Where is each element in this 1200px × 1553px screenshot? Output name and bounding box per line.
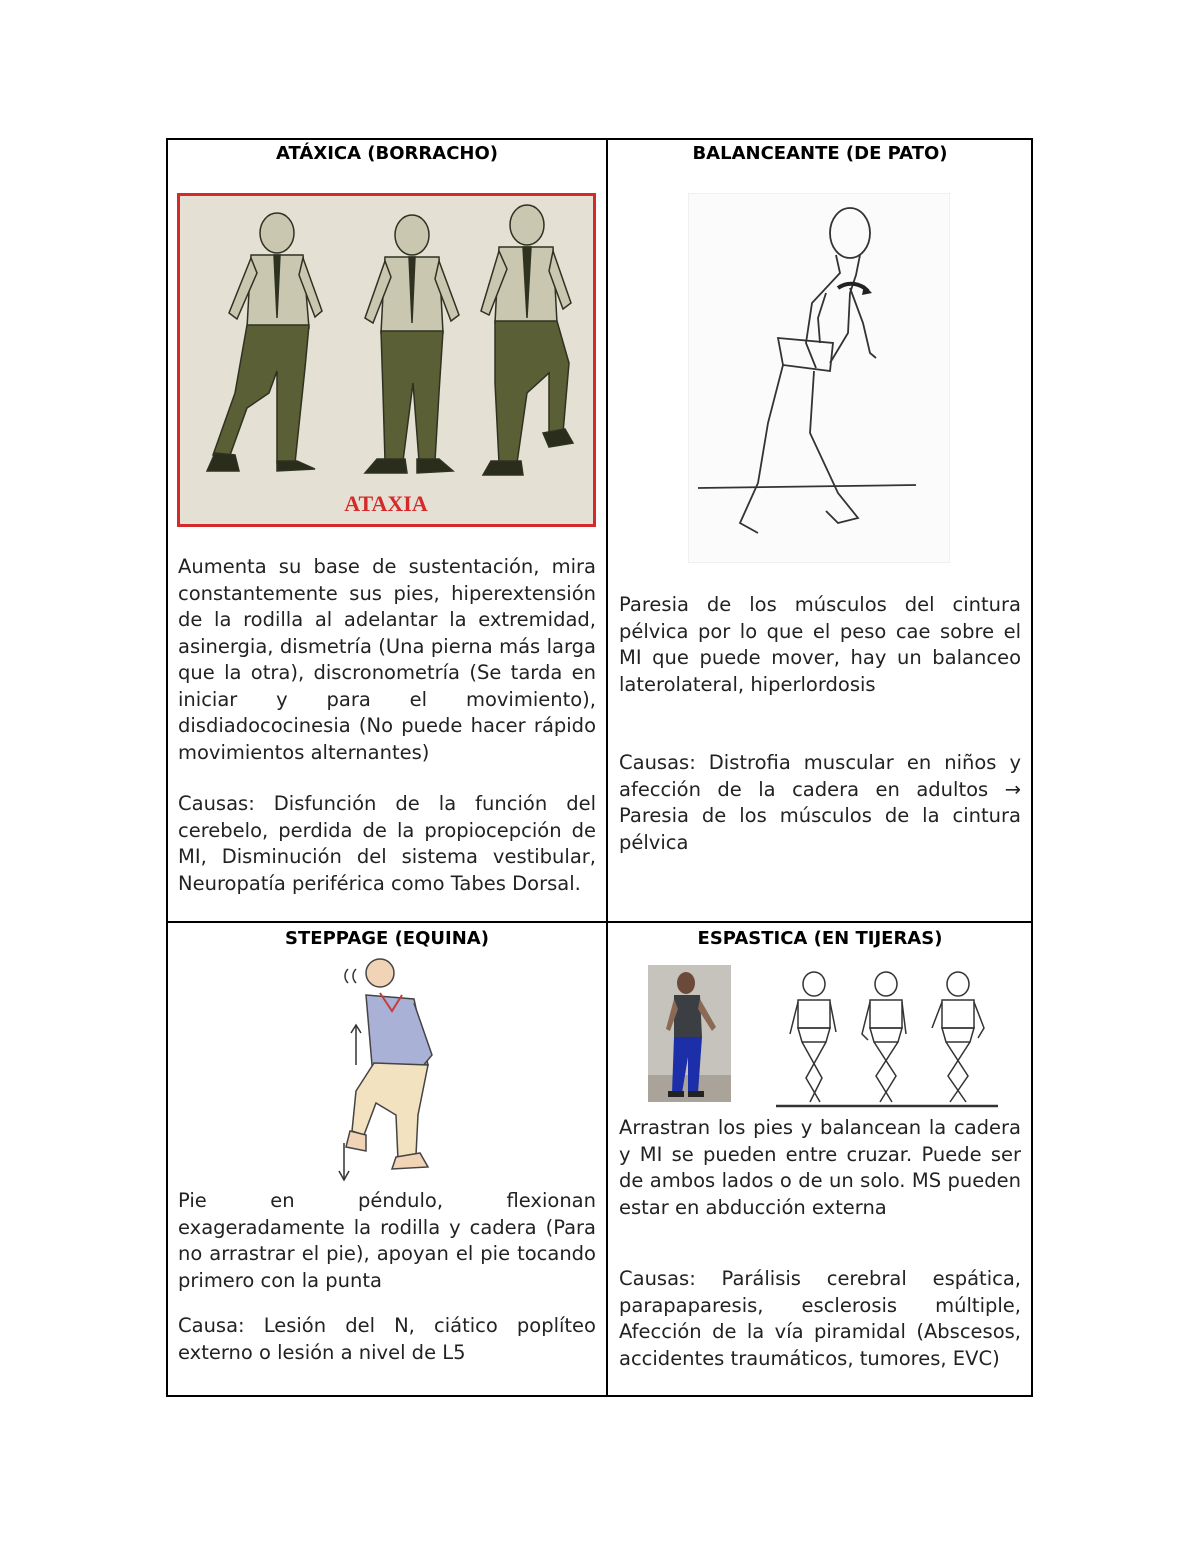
table-divider-horizontal xyxy=(166,921,1033,923)
scissor-gait-illustration xyxy=(776,968,998,1111)
ataxia-caption: ATAXIA xyxy=(344,491,428,516)
cell-title-ataxica: ATÁXICA (BORRACHO) xyxy=(275,143,499,164)
cell-title-espastica: ESPASTICA (EN TIJERAS) xyxy=(697,928,943,949)
balanceante-causes: Causas: Distrofia muscular en niños y afección de la cadera en adultos → Paresia de los músculos de la cintura pélvica xyxy=(619,751,1021,854)
steppage-gait-illustration xyxy=(336,955,446,1183)
espastica-description: Arrastran los pies y balancean la cadera y MI se pueden entre cruzar. Puede ser de ambos lados o de un solo. MS pueden estar en abducción externa xyxy=(619,1116,1021,1219)
cell-title-balanceante: BALANCEANTE (DE PATO) xyxy=(692,143,948,164)
steppage-causes: Causa: Lesión del N, ciático poplíteo externo o lesión a nivel de L5 xyxy=(178,1314,596,1364)
cell-title-steppage: STEPPAGE (EQUINA) xyxy=(285,928,489,949)
espastica-causes: Causas: Parálisis cerebral espática, parapaparesis, esclerosis múltiple, Afección de la vía piramidal (Abscesos, accidentes traumáticos, tumores, EVC) xyxy=(619,1267,1021,1370)
table-divider-vertical xyxy=(606,138,608,1397)
waddling-gait-illustration xyxy=(688,193,950,563)
spastic-gait-photo xyxy=(648,965,731,1102)
steppage-description: Pie en péndulo, flexionan exageradamente la rodilla y cadera (Para no arrastrar el pie), apoyan el pie tocando primero con la punta xyxy=(178,1189,596,1292)
ataxica-causes: Causas: Disfunción de la función del cerebelo, perdida de la propiocepción de MI, Disminución del sistema vestibular, Neuropatía periférica como Tabes Dorsal. xyxy=(178,792,596,895)
ataxica-description: Aumenta su base de sustentación, mira constantemente sus pies, hiperextensión de la rodilla al adelantar la extremidad, asinergia, dismetría (Una pierna más larga que la otra), discronometría (Se tarda en iniciar y para el movimiento), disdiadococinesia (No puede hacer rápido movimientos alternantes) xyxy=(178,555,596,764)
ataxia-illustration xyxy=(177,193,596,527)
balanceante-description: Paresia de los músculos del cintura pélvica por lo que el peso cae sobre el MI que puede mover, hay un balanceo laterolateral, hiperlordosis xyxy=(619,593,1021,696)
